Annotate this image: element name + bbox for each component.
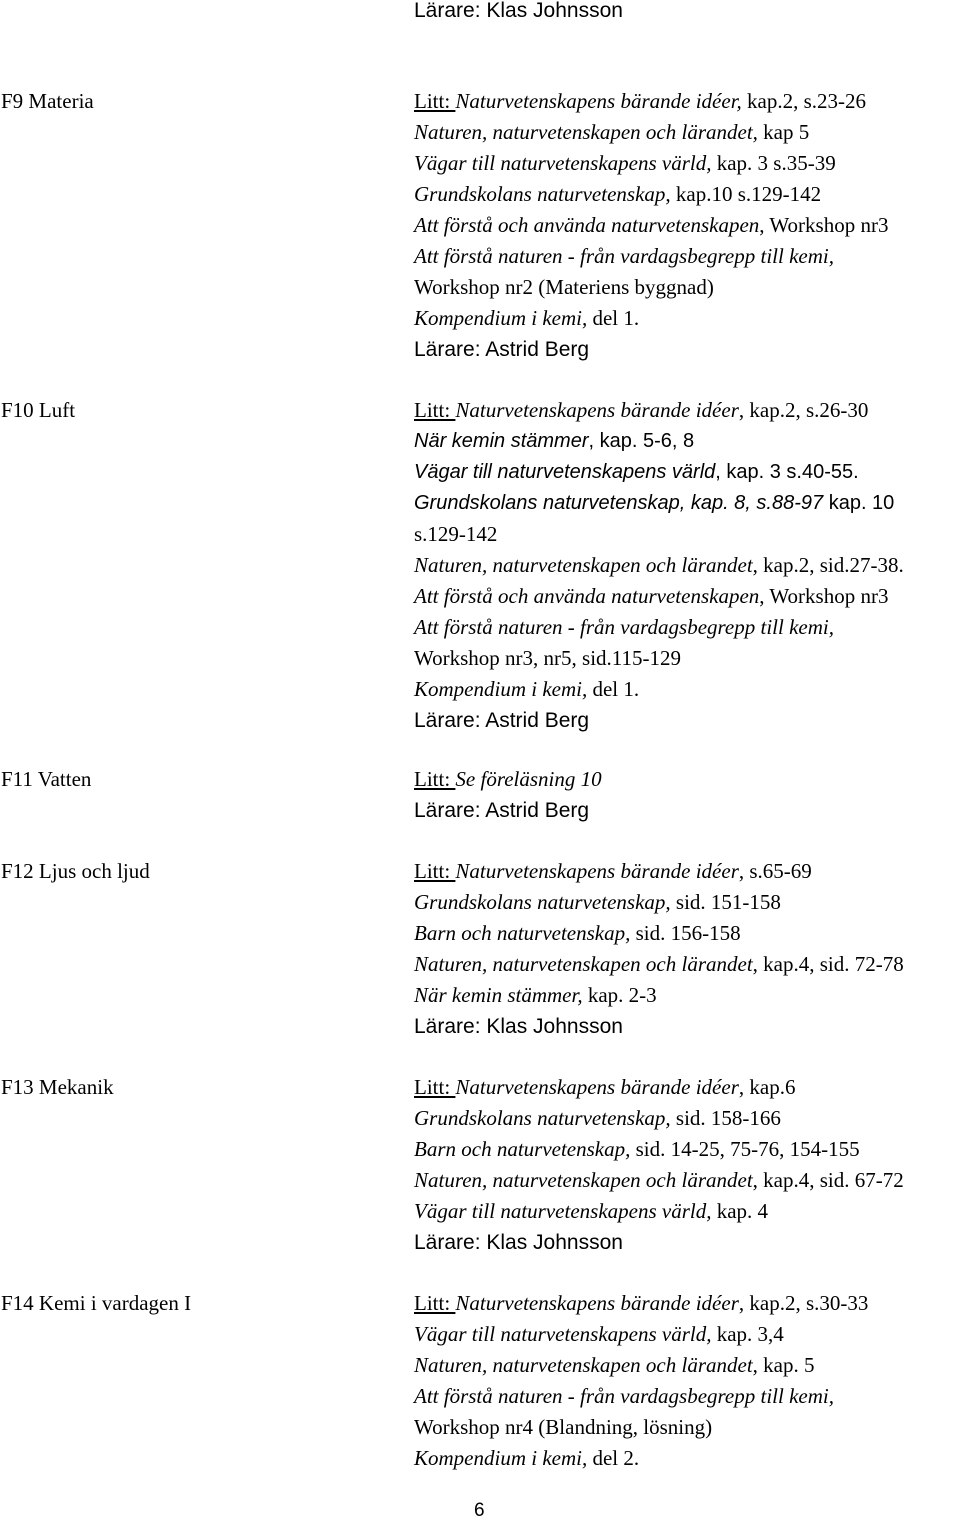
reference-text: sid. 14-25, 75-76, 154-155 <box>630 1137 860 1161</box>
book-title: Naturvetenskapens bärande idéer <box>455 398 739 422</box>
litt-label: Litt: <box>414 859 456 883</box>
literature-line <box>414 643 904 674</box>
book-title: Grundskolans naturvetenskap, <box>414 890 671 914</box>
reference-text: del 1. <box>587 677 640 701</box>
book-title: Att förstå och använda naturvetenskapen <box>414 213 760 237</box>
reference-text: , kap. 3 s.40-55. <box>715 461 859 483</box>
reference-text: del 1. <box>587 306 640 330</box>
reference-text: del 2. <box>587 1446 640 1470</box>
literature-lines <box>414 1072 904 1258</box>
reference-text: , Workshop nr3 <box>759 213 889 237</box>
book-title: Grundskolans naturvetenskap, kap. 8, s.88-97 <box>414 492 824 514</box>
lecture-title: F10 Luft <box>1 398 76 422</box>
litt-label: Litt: <box>414 1075 456 1099</box>
book-title: Barn och naturvetenskap, <box>414 921 631 945</box>
reference-text: kap. 3,4 <box>711 1322 784 1346</box>
reference-text: kap. 4 <box>711 1199 769 1223</box>
literature-line <box>414 674 904 705</box>
reference-text: Lärare: Astrid Berg <box>414 338 590 361</box>
reference-text: , kap.6 <box>738 1075 796 1099</box>
book-title: Att förstå naturen - från vardagsbegrepp till kemi, <box>414 244 834 268</box>
litt-label: Litt: <box>414 1291 456 1315</box>
reference-text: sid. 156-158 <box>630 921 741 945</box>
literature-line <box>414 581 904 612</box>
literature-line <box>414 1412 868 1443</box>
book-title: Naturvetenskapens bärande idéer <box>455 1291 739 1315</box>
reference-text: , kap.2, sid.27-38. <box>752 553 904 577</box>
book-title: Kompendium i kemi, <box>414 1446 588 1470</box>
literature-line <box>414 519 904 550</box>
literature-line <box>414 1443 868 1474</box>
reference-text: sid. 158-166 <box>670 1106 781 1130</box>
literature-line <box>414 117 888 148</box>
literature-line <box>414 210 888 241</box>
reference-text: , kap.2, s.26-30 <box>738 398 869 422</box>
teacher-line <box>414 1011 904 1042</box>
literature-line <box>414 1381 868 1412</box>
book-title: Naturen, naturvetenskapen och lärandet <box>414 553 753 577</box>
literature-line <box>414 550 904 581</box>
book-title: Kompendium i kemi, <box>414 306 588 330</box>
book-title: Naturen, naturvetenskapen och lärandet <box>414 1353 753 1377</box>
reference-text: Lärare: Astrid Berg <box>414 799 590 822</box>
reference-text: , kap.4, sid. 72-78 <box>752 952 904 976</box>
literature-line <box>414 887 904 918</box>
literature-line <box>414 241 888 272</box>
teacher-line <box>414 795 602 826</box>
lecture-title: F12 Ljus och ljud <box>1 859 150 883</box>
reference-text: kap.2, s.23-26 <box>741 89 867 113</box>
reference-text: Workshop nr3, nr5, sid.115-129 <box>414 646 682 670</box>
literature-line <box>414 1288 868 1319</box>
reference-text: kap. 10 <box>823 492 895 514</box>
literature-line <box>414 426 904 457</box>
book-title: Naturen, naturvetenskapen och lärandet, <box>414 120 758 144</box>
reference-text: Lärare: Klas Johnsson <box>414 1015 623 1038</box>
reference-text: , kap. 5-6, 8 <box>588 430 695 452</box>
lecture-title: F9 Materia <box>1 89 94 113</box>
literature-line <box>414 764 602 795</box>
reference-text: kap 5 <box>757 120 810 144</box>
reference-text: Workshop nr2 (Materiens byggnad) <box>414 275 714 299</box>
lecture-title: F13 Mekanik <box>1 1075 114 1099</box>
book-title: När kemin stämmer, <box>414 983 583 1007</box>
literature-line <box>414 1319 868 1350</box>
literature-line <box>414 303 888 334</box>
literature-line <box>414 949 904 980</box>
page-number: 6 <box>474 1500 485 1521</box>
book-title: När kemin stämmer <box>414 430 589 452</box>
reference-text: , kap.4, sid. 67-72 <box>752 1168 904 1192</box>
book-title: Vägar till naturvetenskapens värld <box>414 461 716 483</box>
book-title: Vägar till naturvetenskapens värld, <box>414 1199 712 1223</box>
literature-lines <box>414 1288 868 1474</box>
book-title: Naturvetenskapens bärande idéer, <box>455 89 742 113</box>
reference-text: , s.65-69 <box>738 859 812 883</box>
literature-lines <box>414 764 602 826</box>
book-title: Naturen, naturvetenskapen och lärandet <box>414 1168 753 1192</box>
reference-text: , Workshop nr3 <box>759 584 889 608</box>
book-title: Vägar till naturvetenskapens värld, <box>414 151 712 175</box>
literature-lines <box>414 86 888 365</box>
literature-line <box>414 395 904 426</box>
reference-text: Lärare: Klas Johnsson <box>414 1231 623 1254</box>
book-title: Naturvetenskapens bärande idéer <box>455 859 739 883</box>
reference-text: kap.10 s.129-142 <box>670 182 822 206</box>
teacher-line <box>414 334 888 365</box>
reference-text: , kap.2, s.30-33 <box>738 1291 869 1315</box>
book-title: Att förstå naturen - från vardagsbegrepp till kemi, <box>414 1384 834 1408</box>
book-title: Vägar till naturvetenskapens värld, <box>414 1322 712 1346</box>
reference-text: , kap. 5 <box>752 1353 815 1377</box>
book-title: Grundskolans naturvetenskap, <box>414 182 671 206</box>
literature-line <box>414 1196 904 1227</box>
top-teacher-line: Lärare: Klas Johnsson <box>414 0 623 22</box>
reference-text: Workshop nr4 (Blandning, lösning) <box>414 1415 713 1439</box>
literature-line <box>414 488 904 519</box>
reference-text: sid. 151-158 <box>670 890 781 914</box>
book-title: Naturen, naturvetenskapen och lärandet <box>414 952 753 976</box>
reference-text: s.129-142 <box>414 522 498 546</box>
reference-text: kap. 3 s.35-39 <box>711 151 836 175</box>
book-title: Att förstå naturen - från vardagsbegrepp till kemi, <box>414 615 834 639</box>
literature-line <box>414 86 888 117</box>
book-title: Kompendium i kemi, <box>414 677 588 701</box>
literature-line <box>414 457 904 488</box>
teacher-line <box>414 1227 904 1258</box>
reference-text: Lärare: Astrid Berg <box>414 709 590 732</box>
teacher-line <box>414 705 904 736</box>
literature-line <box>414 918 904 949</box>
literature-line <box>414 1072 904 1103</box>
book-title: Se föreläsning 10 <box>455 767 602 791</box>
literature-lines <box>414 395 904 736</box>
book-title: Barn och naturvetenskap, <box>414 1137 631 1161</box>
literature-line <box>414 148 888 179</box>
literature-line <box>414 1350 868 1381</box>
reference-text: kap. 2-3 <box>582 983 657 1007</box>
literature-line <box>414 1165 904 1196</box>
literature-line <box>414 856 904 887</box>
literature-line <box>414 179 888 210</box>
litt-label: Litt: <box>414 398 456 422</box>
book-title: Att förstå och använda naturvetenskapen <box>414 584 760 608</box>
literature-lines <box>414 856 904 1042</box>
litt-label: Litt: <box>414 89 456 113</box>
book-title: Naturvetenskapens bärande idéer <box>455 1075 739 1099</box>
literature-line <box>414 1134 904 1165</box>
literature-line <box>414 980 904 1011</box>
literature-line <box>414 1103 904 1134</box>
litt-label: Litt: <box>414 767 456 791</box>
literature-line <box>414 612 904 643</box>
book-title: Grundskolans naturvetenskap, <box>414 1106 671 1130</box>
literature-line <box>414 272 888 303</box>
lecture-title: F11 Vatten <box>1 767 92 791</box>
lecture-title: F14 Kemi i vardagen I <box>1 1291 192 1315</box>
